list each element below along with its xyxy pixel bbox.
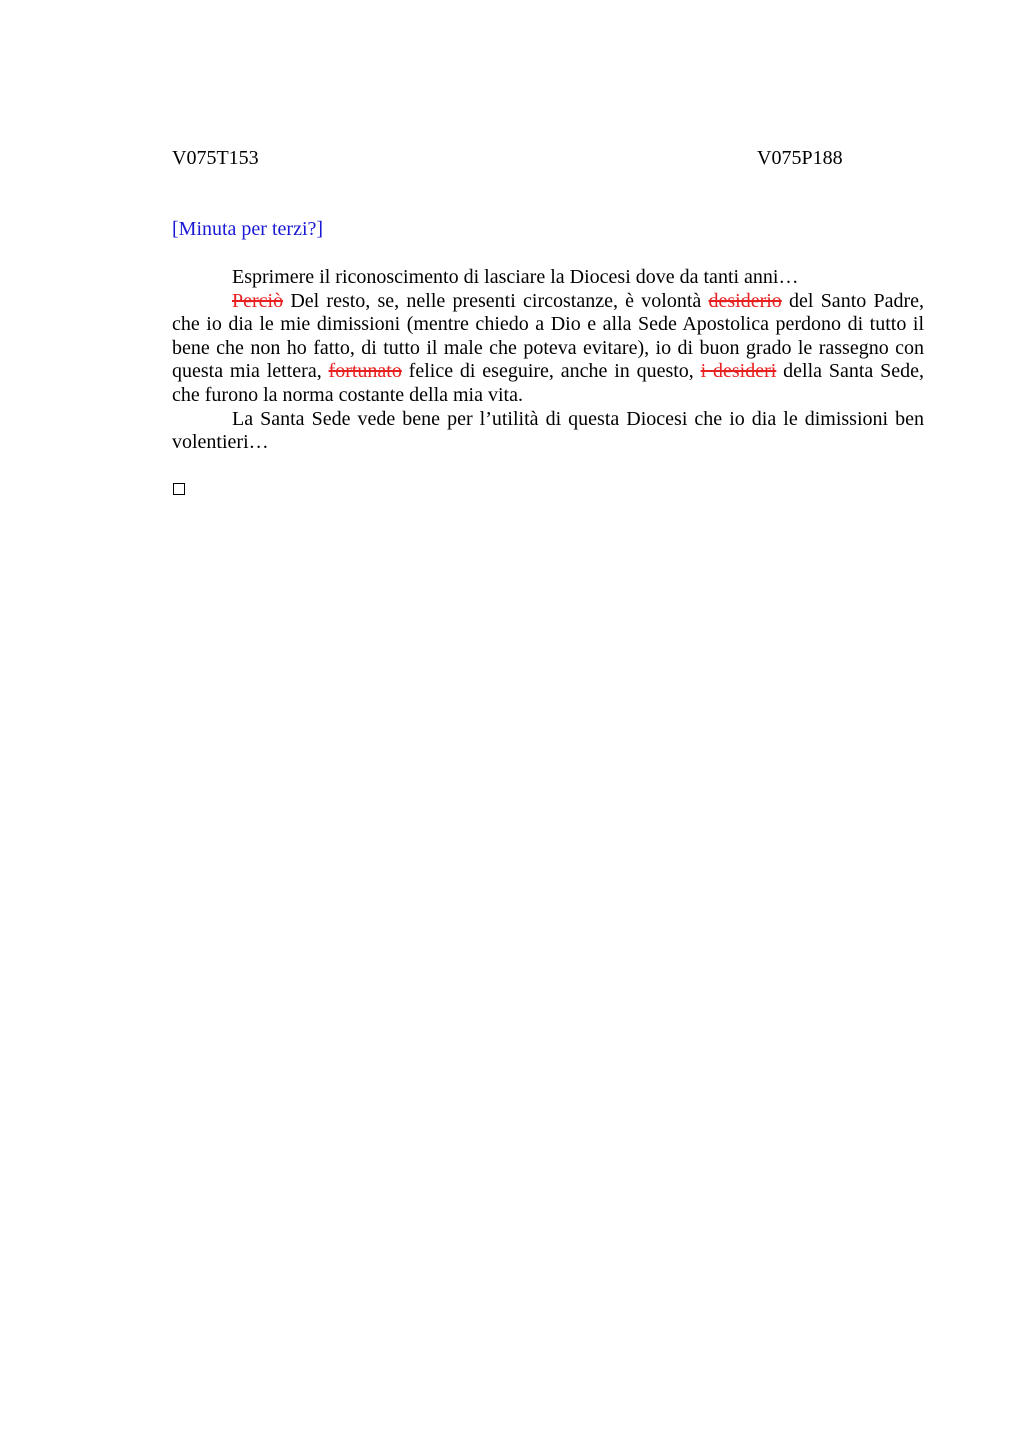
paragraph-text: della Santa Sede, che furono la norma costante della mia vita. [172, 360, 925, 406]
paragraph-text: felice di eseguire, anche in questo, [401, 360, 701, 383]
paragraph-3: La Santa Sede vede bene per l’utilità di questa Diocesi che io dia le dimissioni ben volentieri… [172, 407, 924, 454]
paragraph-text: del Santo Padre, che io dia le mie dimissioni (mentre chiedo a Dio e alla Sede Apostolica perdono di tutto il bene che non ho fatto, di tutto il male che poteva evitare), io di buon grado le rassegno con questa mia lettera, [172, 289, 925, 383]
end-marker-box-icon [173, 483, 185, 495]
document-ref-left: V075T153 [172, 147, 259, 169]
editorial-note: [Minuta per terzi?] [172, 218, 324, 240]
paragraph-2 [172, 290, 924, 408]
document-ref-right: V075P188 [757, 147, 843, 169]
letter-body [172, 266, 924, 455]
paragraph-1: Esprimere il riconoscimento di lasciare la Diocesi dove da tanti anni… [232, 266, 799, 288]
deleted-word: i desideri [700, 360, 777, 383]
deleted-word: Perciò [232, 289, 284, 312]
paragraph-text: Del resto, se, nelle presenti circostanze, è volontà [283, 289, 709, 312]
deleted-word: fortunato [328, 360, 402, 383]
deleted-word: desiderio [708, 289, 782, 312]
